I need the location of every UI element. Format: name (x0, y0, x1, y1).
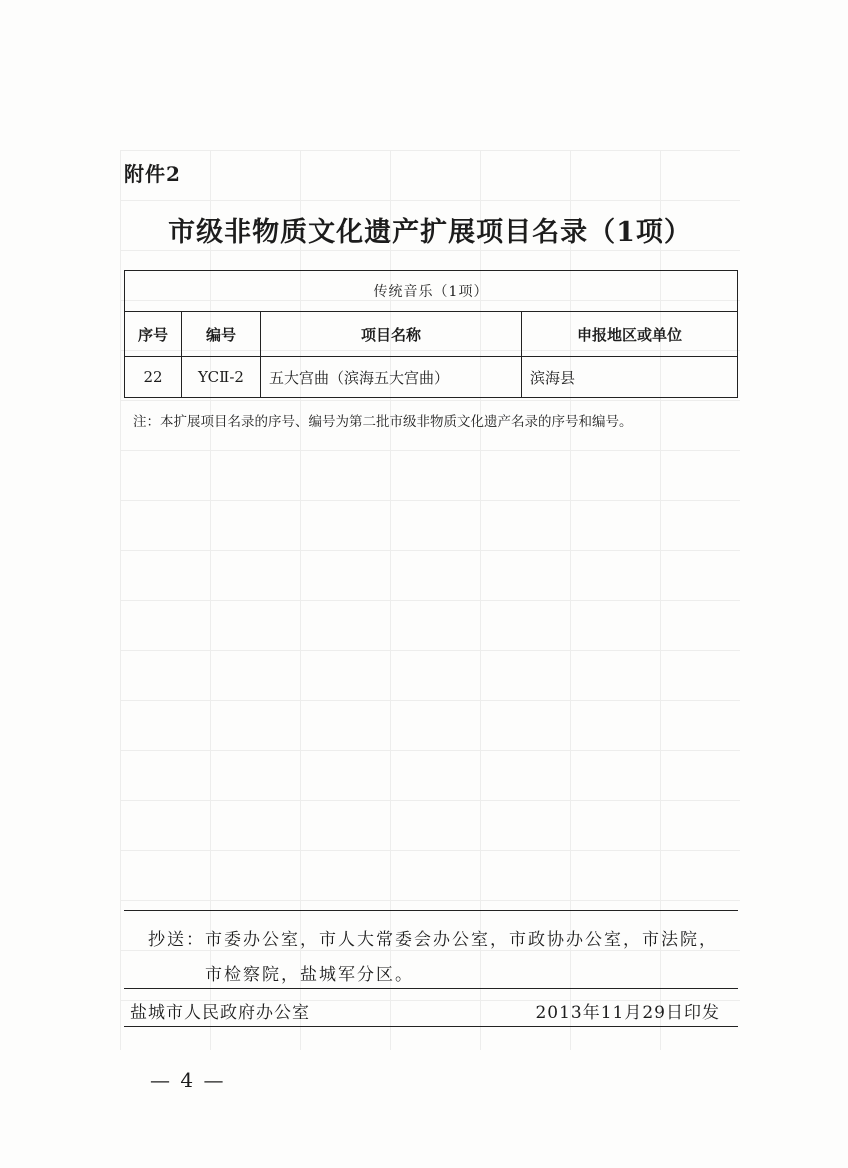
category-row (125, 271, 738, 312)
document-title: 市级非物质文化遗产扩展项目名录（1项） (168, 217, 692, 248)
header-row (125, 312, 738, 357)
table-row (125, 357, 738, 398)
header-code: 编号 (182, 312, 261, 357)
attachment-label: 附件2 (124, 162, 181, 186)
header-region: 申报地区或单位 (522, 312, 738, 357)
bottom-divider (124, 1026, 738, 1027)
issue-date: 2013年11月29日印发 (535, 1003, 720, 1023)
distribution-line-2: 市检察院，盐城军分区。 (205, 965, 414, 985)
table-note: 注：本扩展项目名录的序号、编号为第二批市级非物质文化遗产名录的序号和编号。 (133, 414, 633, 430)
header-project-name: 项目名称 (261, 312, 522, 357)
middle-divider (124, 988, 738, 989)
top-divider (124, 910, 738, 911)
page-number: — 4 — (150, 1068, 226, 1092)
cell-code: YCⅡ-2 (182, 357, 261, 398)
cell-project-name: 五大宫曲（滨海五大宫曲） (261, 357, 522, 398)
cell-region: 滨海县 (522, 357, 738, 398)
project-list-table (124, 270, 738, 398)
distribution-line-1: 抄送：市委办公室，市人大常委会办公室，市政协办公室，市法院， (148, 930, 718, 950)
issuer: 盐城市人民政府办公室 (130, 1003, 310, 1023)
cell-serial: 22 (125, 357, 182, 398)
category-cell: 传统音乐（1项） (125, 271, 738, 312)
header-serial: 序号 (125, 312, 182, 357)
